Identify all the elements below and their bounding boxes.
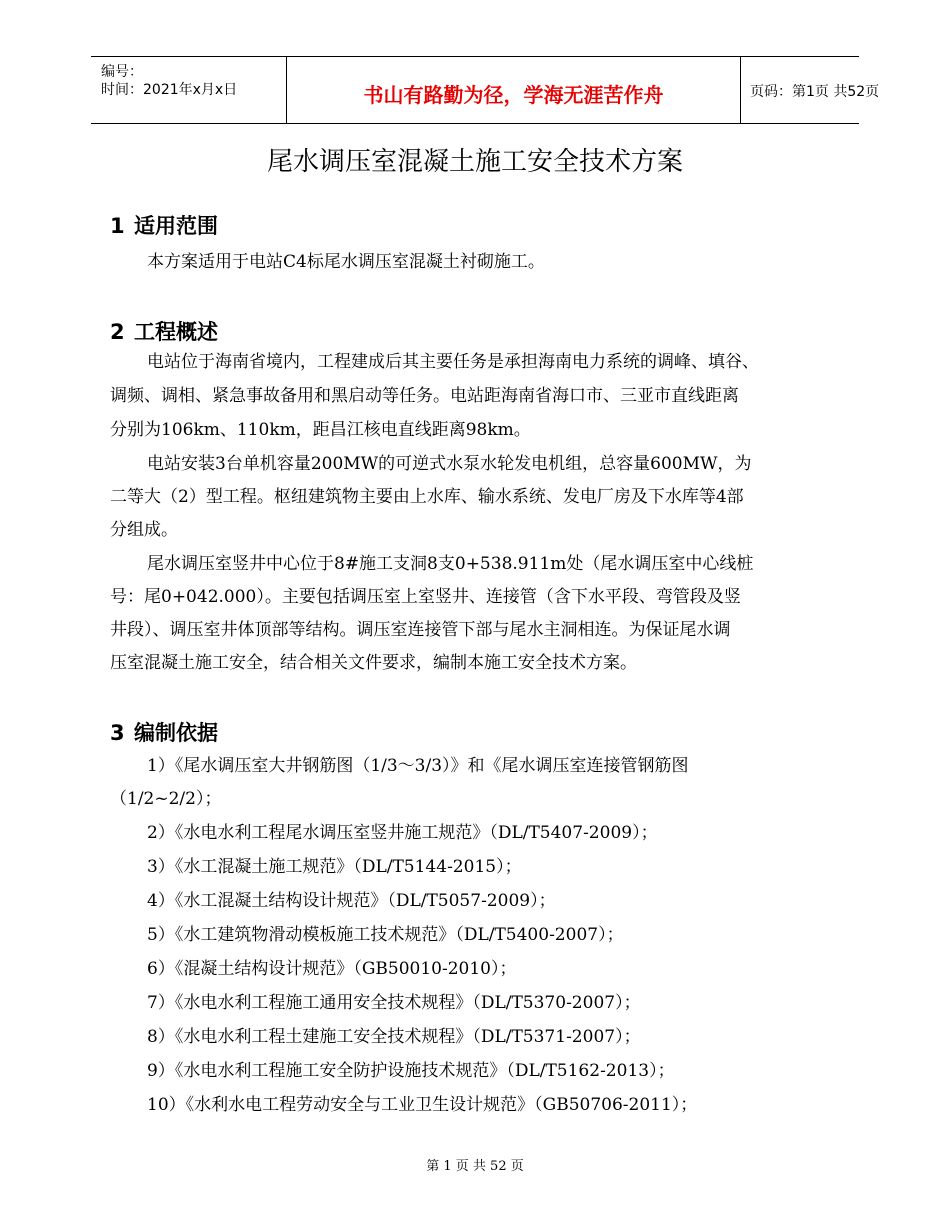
paragraph-line: 尾水调压室竖井中心位于8#施工支洞8支0+538.911m处（尾水调压室中心线桩 [147, 554, 754, 574]
section-2-number: 2 [110, 320, 125, 344]
section-1-heading [110, 210, 218, 240]
header-page-code: 页码：第1页 共52页 [750, 84, 880, 100]
section-2-heading [110, 316, 218, 346]
document-time: 时间：2021年x月x日 [101, 82, 238, 98]
paragraph-line: 二等大（2）型工程。枢纽建筑物主要由上水库、输水系统、发电厂房及下水库等4部 [110, 487, 744, 507]
reference-item: 2）《水电水利工程尾水调压室竖井施工规范》（DL/T5407-2009）； [147, 823, 658, 843]
paragraph-line: 压室混凝土施工安全，结合相关文件要求，编制本施工安全技术方案。 [110, 653, 637, 673]
page-header [91, 56, 880, 124]
section-1-title: 适用范围 [134, 214, 218, 238]
section-3-number: 3 [110, 721, 125, 745]
document-number-label: 编号： [101, 64, 143, 80]
paragraph-line: 电站安装3台单机容量200MW的可逆式水泵水轮发电机组，总容量600MW，为 [147, 454, 752, 474]
reference-item: 6）《混凝土结构设计规范》（GB50010-2010）； [147, 959, 517, 979]
reference-item: 5）《水工建筑物滑动模板施工技术规范》（DL/T5400-2007）； [147, 925, 624, 945]
reference-item: 9）《水电水利工程施工安全防护设施技术规范》（DL/T5162-2013）； [147, 1061, 675, 1081]
section-3-heading [110, 717, 218, 747]
reference-item: 4）《水工混凝土结构设计规范》（DL/T5057-2009）； [147, 891, 556, 911]
paragraph-line: 分组成。 [110, 520, 178, 540]
section-2-title: 工程概述 [134, 320, 218, 344]
page-footer: 第 1 页 共 52 页 [426, 1159, 524, 1174]
paragraph-line: 电站位于海南省境内，工程建成后其主要任务是承担海南电力系统的调峰、填谷、 [147, 352, 759, 372]
header-meta-cell [91, 57, 286, 123]
paragraph-line: 分别为106km、110km，距昌江核电直线距离98km。 [110, 420, 531, 440]
reference-item: 10）《水利水电工程劳动安全与工业卫生设计规范》（GB50706-2011）； [147, 1095, 698, 1115]
header-motto-cell [286, 57, 741, 123]
reference-item: 1）《尾水调压室大井钢筋图（1/3～3/3）》和《尾水调压室连接管钢筋图 [147, 756, 689, 776]
document-title: 尾水调压室混凝土施工安全技术方案 [266, 147, 683, 177]
header-page-cell [740, 57, 880, 123]
paragraph-line: 本方案适用于电站C4标尾水调压室混凝土衬砌施工。 [147, 252, 545, 272]
header-motto: 书山有路勤为径，学海无涯苦作舟 [363, 83, 664, 107]
paragraph-line: 调频、调相、紧急事故备用和黑启动等任务。电站距海南省海口市、三亚市直线距离 [110, 386, 739, 406]
reference-item: （1/2~2/2）； [110, 789, 222, 809]
reference-item: 3）《水工混凝土施工规范》（DL/T5144-2015）； [147, 857, 522, 877]
paragraph-line: 号：尾0+042.000）。主要包括调压室上室竖井、连接管（含下水平段、弯管段及竖 [110, 587, 741, 607]
section-3-title: 编制依据 [134, 721, 218, 745]
section-1-number: 1 [110, 214, 125, 238]
reference-item: 8）《水电水利工程土建施工安全技术规程》（DL/T5371-2007）； [147, 1027, 641, 1047]
paragraph-line: 井段）、调压室井体顶部等结构。调压室连接管下部与尾水主洞相连。为保证尾水调 [110, 620, 731, 640]
reference-item: 7）《水电水利工程施工通用安全技术规程》（DL/T5370-2007）； [147, 993, 641, 1013]
